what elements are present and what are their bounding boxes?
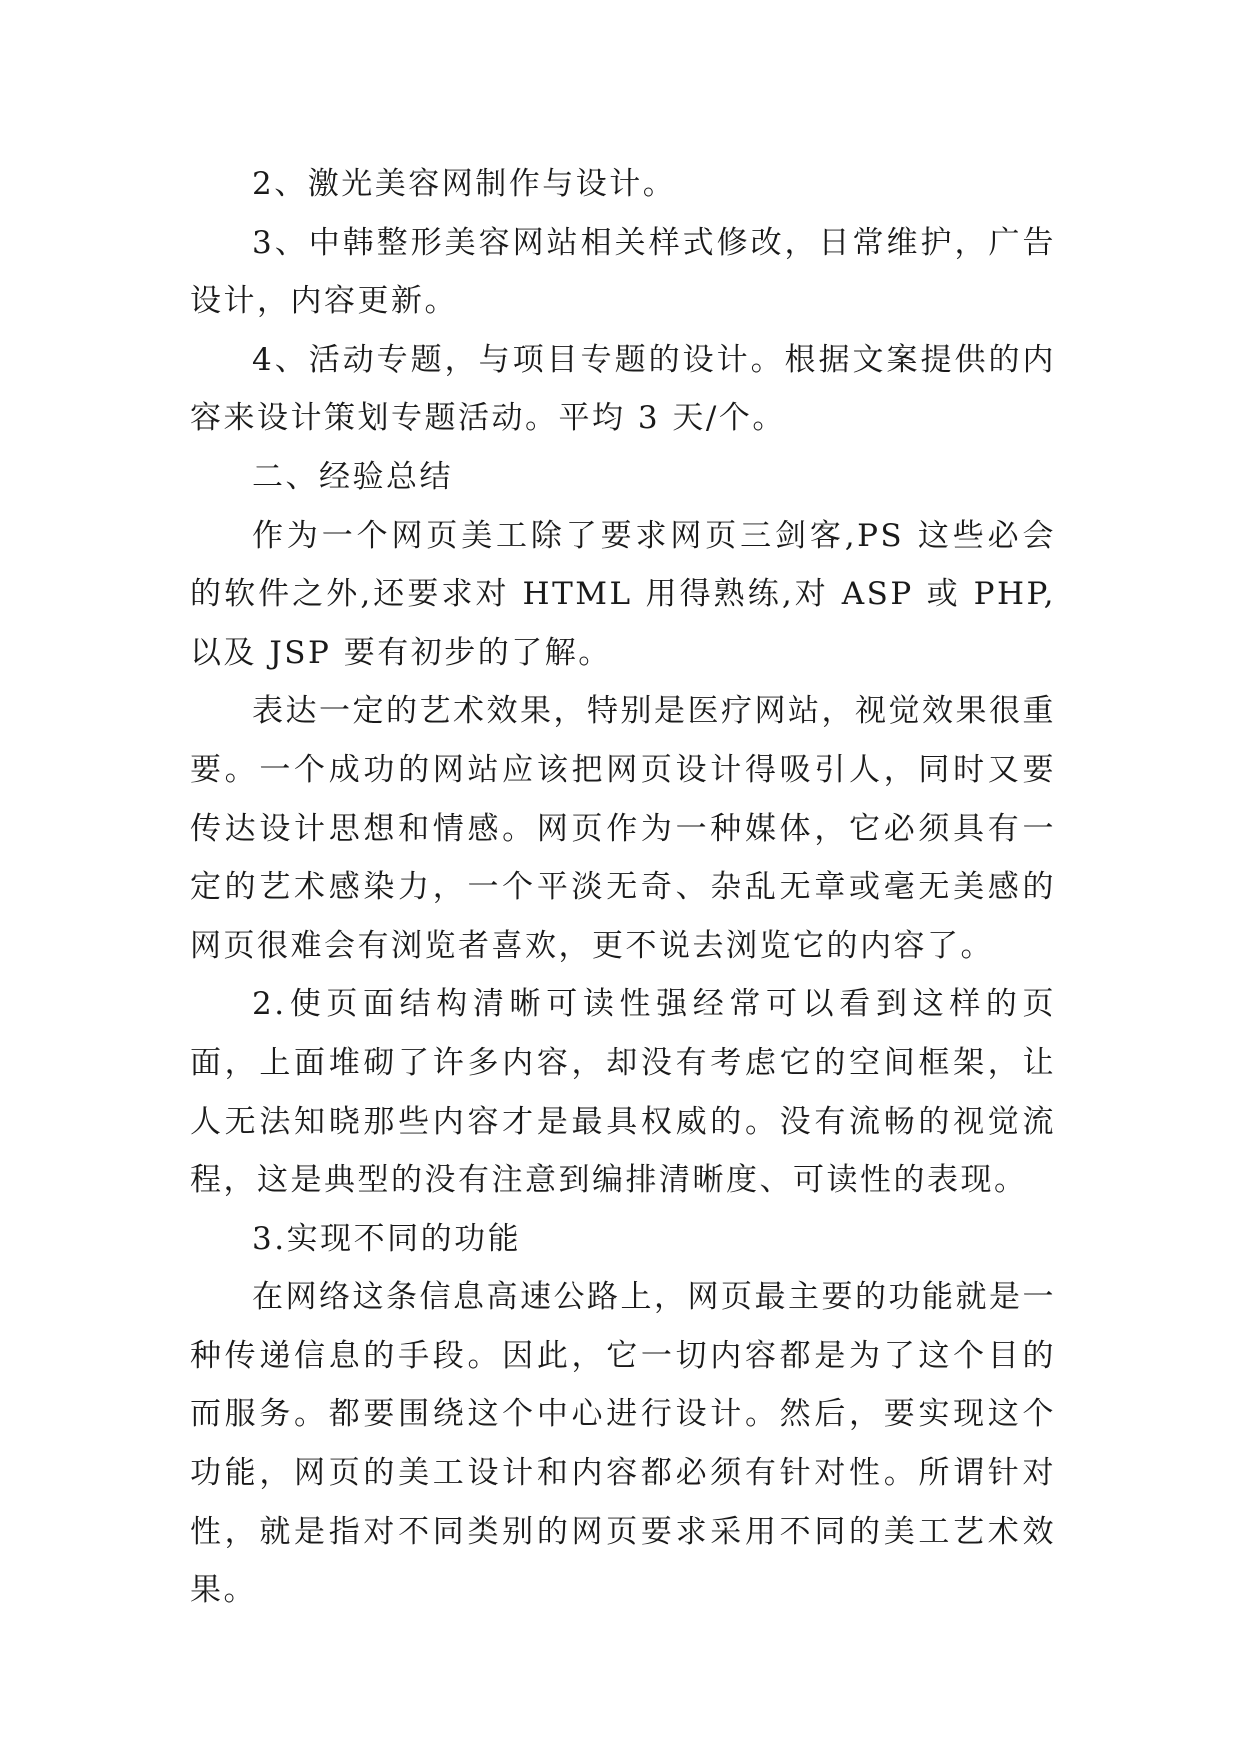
paragraph-information-function: 在网络这条信息高速公路上，网页最主要的功能就是一种传递信息的手段。因此，它一切内容都是为了这个目的而服务。都要围绕这个中心进行设计。然后，要实现这个功能，网页的美工设计和内容都必须有针对性。所谓针对性，就是指对不同类别的网页要求采用不同的美工艺术效果。 xyxy=(190,1279,1056,1609)
subheading-different-functions: 3.实现不同的功能 xyxy=(252,1220,522,1257)
paragraph-korean-plastic-surgery-site: 3、中韩整形美容网站相关样式修改，日常维护，广告设计，内容更新。 xyxy=(190,224,1056,320)
paragraph-web-designer-skills: 作为一个网页美工除了要求网页三剑客,PS 这些必会的软件之外,还要求对 HTML 用得熟练,对 ASP 或 PHP,以及 JSP 要有初步的了解。 xyxy=(190,517,1056,671)
paragraph-laser-beauty-site: 2、激光美容网制作与设计。 xyxy=(252,166,677,202)
document-page xyxy=(190,155,1056,1620)
paragraph-event-topics: 4、活动专题，与项目专题的设计。根据文案提供的内容来设计策划专题活动。平均 3 天/个。 xyxy=(190,341,1056,437)
paragraph-clear-structure: 2.使页面结构清晰可读性强经常可以看到这样的页面，上面堆砌了许多内容，却没有考虑它的空间框架，让人无法知晓那些内容才是最具权威的。没有流畅的视觉流程，这是典型的没有注意到编排清晰度、可读性的表现。 xyxy=(190,986,1056,1199)
section-heading-experience-summary: 二、经验总结 xyxy=(252,458,453,495)
paragraph-artistic-effect: 表达一定的艺术效果，特别是医疗网站，视觉效果很重要。一个成功的网站应该把网页设计得吸引人，同时又要传达设计思想和情感。网页作为一种媒体，它必须具有一定的艺术感染力，一个平淡无奇、杂乱无章或毫无美感的网页很难会有浏览者喜欢，更不说去浏览它的内容了。 xyxy=(190,693,1056,964)
